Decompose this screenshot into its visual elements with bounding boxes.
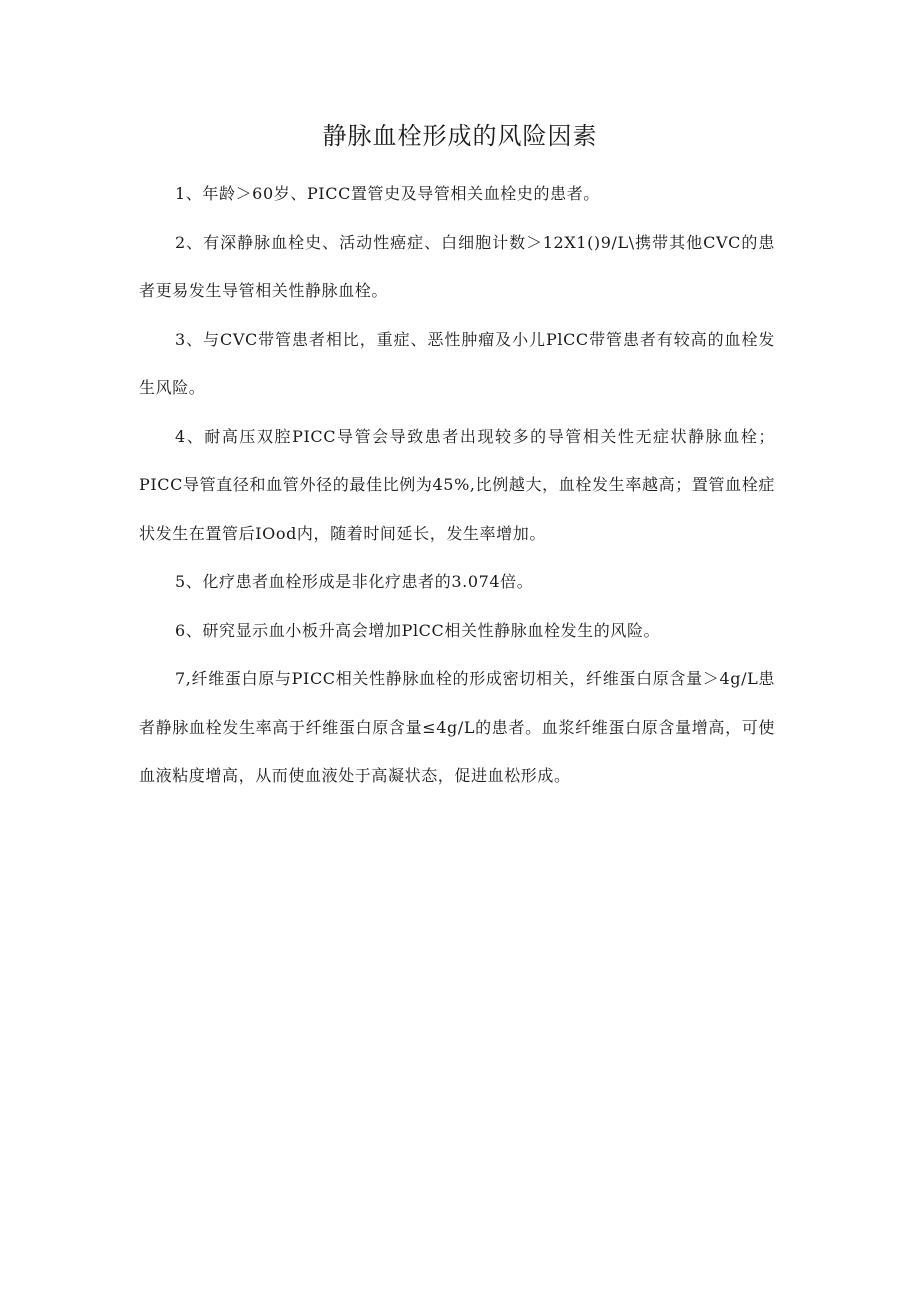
risk-factor-paragraph-4: 4、耐高压双腔PICC导管会导致患者出现较多的导管相关性无症状静脉血栓；PICC导管直径和血管外径的最佳比例为45%,比例越大，血栓发生率越高；置管血栓症状发生在置管后IOod内，随着时间延长，发生率增加。: [139, 426, 775, 543]
risk-factor-paragraph-5: 5、化疗患者血栓形成是非化疗患者的3.074倍。: [175, 572, 534, 591]
risk-factor-paragraph-1: 1、年龄＞60岁、PICC置管史及导管相关血栓史的患者。: [175, 184, 600, 203]
risk-factor-paragraph-7: 7,纤维蛋白原与PICC相关性静脉血栓的形成密切相关，纤维蛋白原含量＞4g/L患者静脉血栓发生率高于纤维蛋白原含量≤4g/L的患者。血浆纤维蛋白原含量增高，可使血液粘度增高，从而使血液处于高凝状态，促进血松形成。: [139, 669, 775, 785]
risk-factor-paragraph-3: 3、与CVC带管患者相比，重症、恶性肿瘤及小儿PlCC带管患者有较高的血栓发生风险。: [139, 329, 775, 397]
document-title: 静脉血栓形成的风险因素: [322, 122, 598, 150]
risk-factor-paragraph-2: 2、有深静脉血栓史、活动性癌症、白细胞计数＞12X1()9/L\携带其他CVC的患者更易发生导管相关性静脉血栓。: [139, 232, 775, 300]
document-body: [139, 170, 775, 801]
risk-factor-paragraph-6: 6、研究显示血小板升高会增加PlCC相关性静脉血栓发生的风险。: [175, 620, 661, 640]
